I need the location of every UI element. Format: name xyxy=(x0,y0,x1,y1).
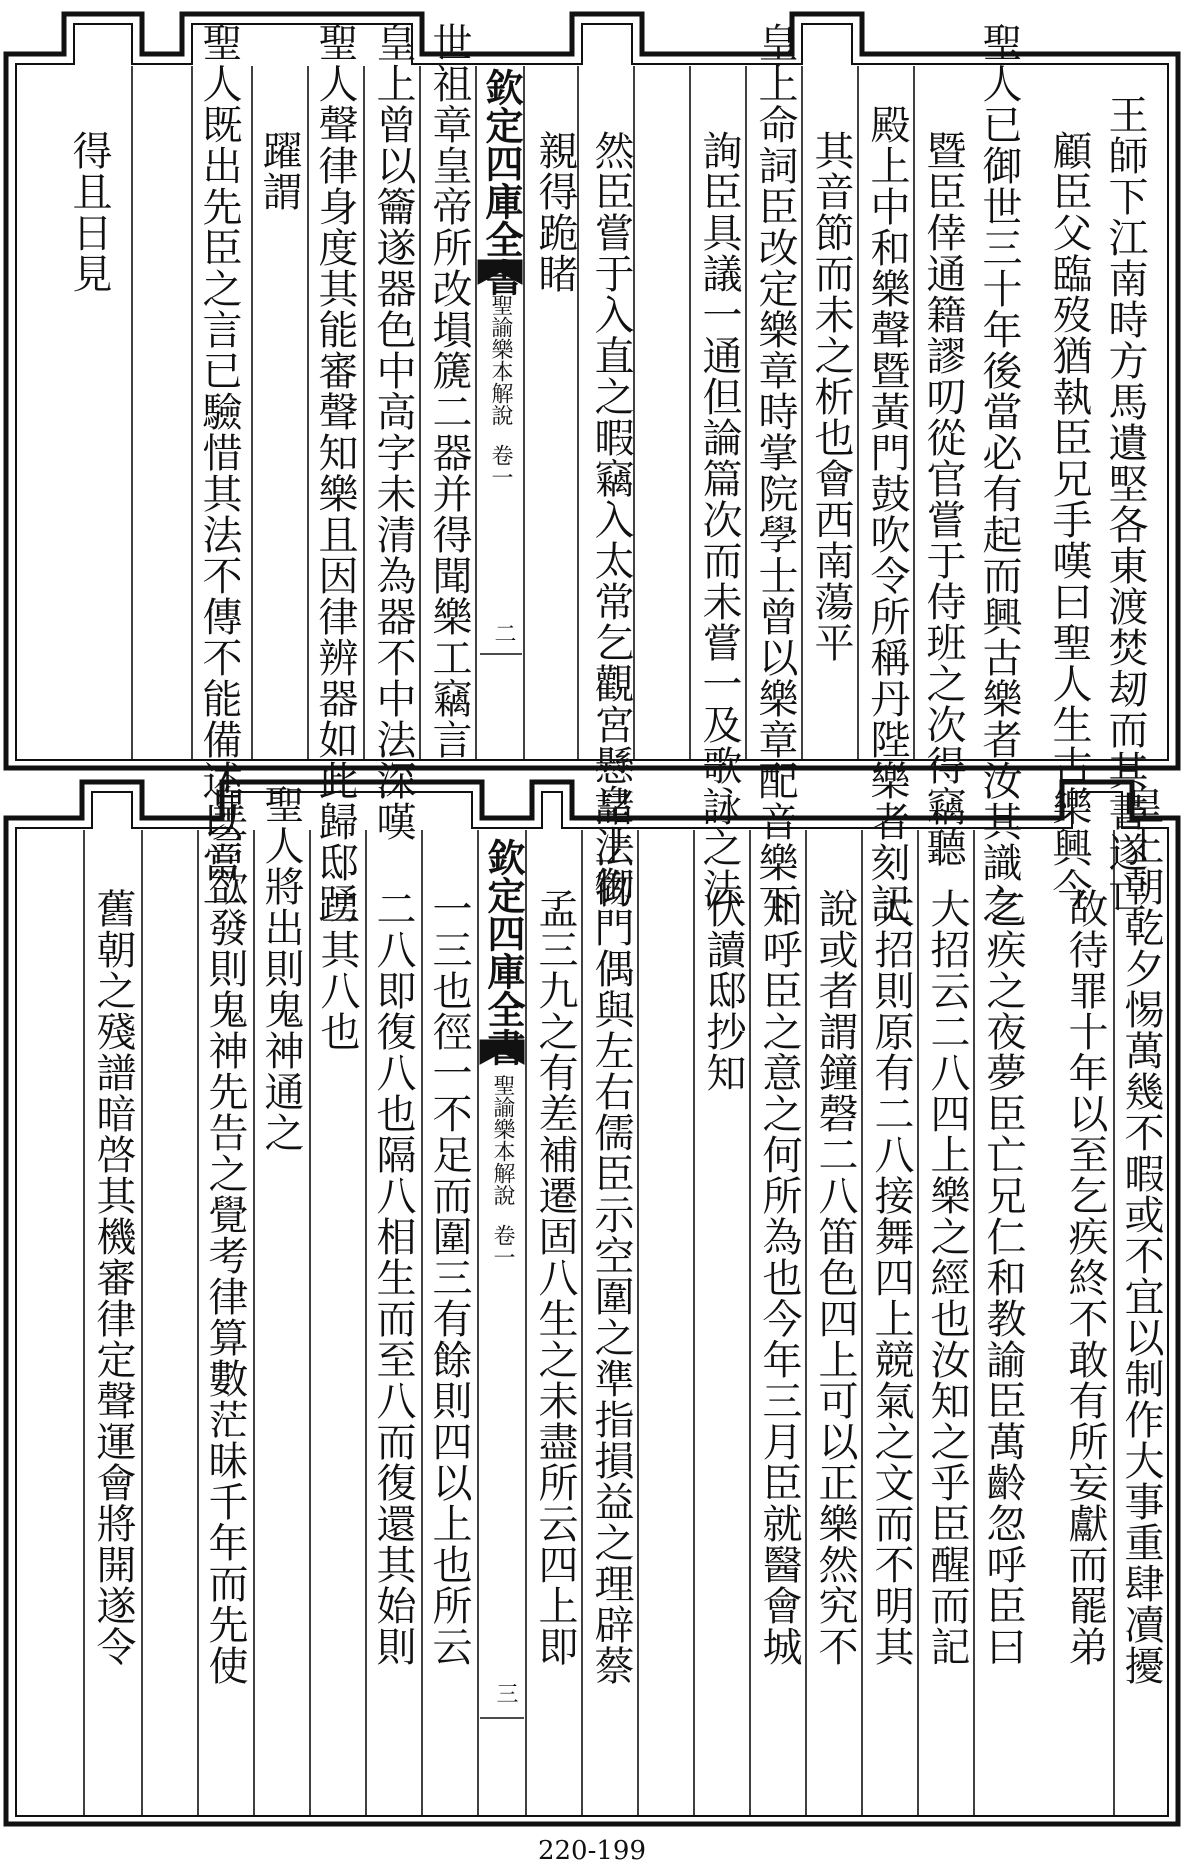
top-center-volume: 卷一 xyxy=(488,444,513,488)
top-column-3: 聖人已御世三十年後當必有起而興古樂者汝其識之 xyxy=(976,22,1022,924)
top-column-16: 得且日見 xyxy=(66,130,112,294)
bottom-center-title: 欽定四庫全書 xyxy=(481,838,526,1066)
bottom-column-9: 皇上御門偶與左右儒臣示空圍之準指損益之理辟蔡 xyxy=(588,784,634,1686)
top-column-13: 聖人聲律身度其能審聲知樂且因律辨器如此歸邸踴 xyxy=(312,22,358,924)
bottom-column-14: 聖人將出則鬼神通之 xyxy=(258,784,304,1153)
top-column-2: 顧臣父臨歿猶執臣兄手嘆曰聖人生古樂興今 xyxy=(1046,130,1092,909)
bottom-column-6: 說或者謂鐘磬二八笛色四上可以正樂然究不 xyxy=(812,888,858,1667)
bottom-column-15: 皇言欲發則鬼神先告之覺考律算數茫昧千年而先使 xyxy=(202,784,248,1686)
bottom-column-4: 大招云二八四上樂之經也汝知之乎臣醒而記 xyxy=(924,888,970,1667)
top-column-8: 詢臣具議一通但論篇次而未嘗一及歌詠之法 xyxy=(696,130,742,909)
bottom-column-12: 二八即復八也隔八相生而至八而復還其始則 xyxy=(370,888,416,1667)
bottom-center-volume: 卷一 xyxy=(490,1224,515,1268)
top-column-12: 皇上曾以籥遂器色中高字未清為器不中法深嘆 xyxy=(370,22,416,842)
bottom-column-10: 孟三九之有差補遷固八生之未盡所云四上即 xyxy=(532,888,578,1667)
bottom-column-13: 二其八也 xyxy=(314,888,360,1052)
top-column-11: 世祖章皇帝所改塤篪二器并得聞樂工竊言 xyxy=(426,22,472,760)
top-column-1: 王師下江南時方馬遺𡌛各東渡焚刼而其書遂亡 xyxy=(1102,94,1148,914)
bottom-column-2: 故待罪十年以至乞疾終不敢有所妄獻而罷弟 xyxy=(1062,888,1108,1667)
top-column-6: 其音節而未之析也會西南蕩平 xyxy=(808,130,854,663)
top-center-page: 二 xyxy=(491,622,516,644)
bottom-column-5: 大招則原有二八接舞四上競氣之文而不明其 xyxy=(868,888,914,1667)
top-column-4: 暨臣倖通籍謬叨從官嘗于侍班之次得竊聽 xyxy=(920,130,966,868)
bottom-column-16: 舊朝之殘譜暗啓其機審律定聲運會將開遂令 xyxy=(90,888,136,1667)
bottom-column-8: 伏讀邸抄知 xyxy=(700,888,746,1093)
top-column-7: 皇上命詞臣改定樂章時掌院學士曾以樂章配音樂下 xyxy=(752,22,798,924)
top-column-10: 親得跪睹 xyxy=(532,130,578,294)
top-column-9: 然臣嘗于入直之暇竊入太常乞觀宮懸諸法物 xyxy=(588,130,634,909)
bottom-center-page: 三 xyxy=(493,1682,518,1704)
top-center-subtitle: 聖諭樂本解說 xyxy=(488,294,513,426)
bottom-column-1: 皇上朝乾夕惕萬幾不暇或不宜以制作大事重肆凟擾 xyxy=(1118,784,1164,1686)
bottom-page xyxy=(2,778,1182,1830)
page-footer-number: 220-199 xyxy=(537,1836,647,1866)
bottom-column-3: 乞疾之夜夢臣亡兄仁和教諭臣萬齡忽呼臣曰 xyxy=(980,888,1026,1667)
bottom-column-7: 知呼臣之意之何所為也今年三月臣就醫會城 xyxy=(756,888,802,1667)
top-column-15: 聖人既出先臣之言已驗惜其法不傳不能備述以當一 xyxy=(196,22,242,924)
top-center-title: 欽定四庫全書 xyxy=(479,68,524,296)
top-column-14: 躍謂 xyxy=(256,130,302,212)
bottom-column-11: 一三也徑一不足而圍三有餘則四以上也所云 xyxy=(426,888,472,1667)
top-page xyxy=(2,4,1182,924)
bottom-center-subtitle: 聖諭樂本解說 xyxy=(490,1074,515,1206)
top-column-5: 殿上中和樂聲暨黃門鼓吹令所稱丹陛樂者刻記 xyxy=(864,104,910,924)
